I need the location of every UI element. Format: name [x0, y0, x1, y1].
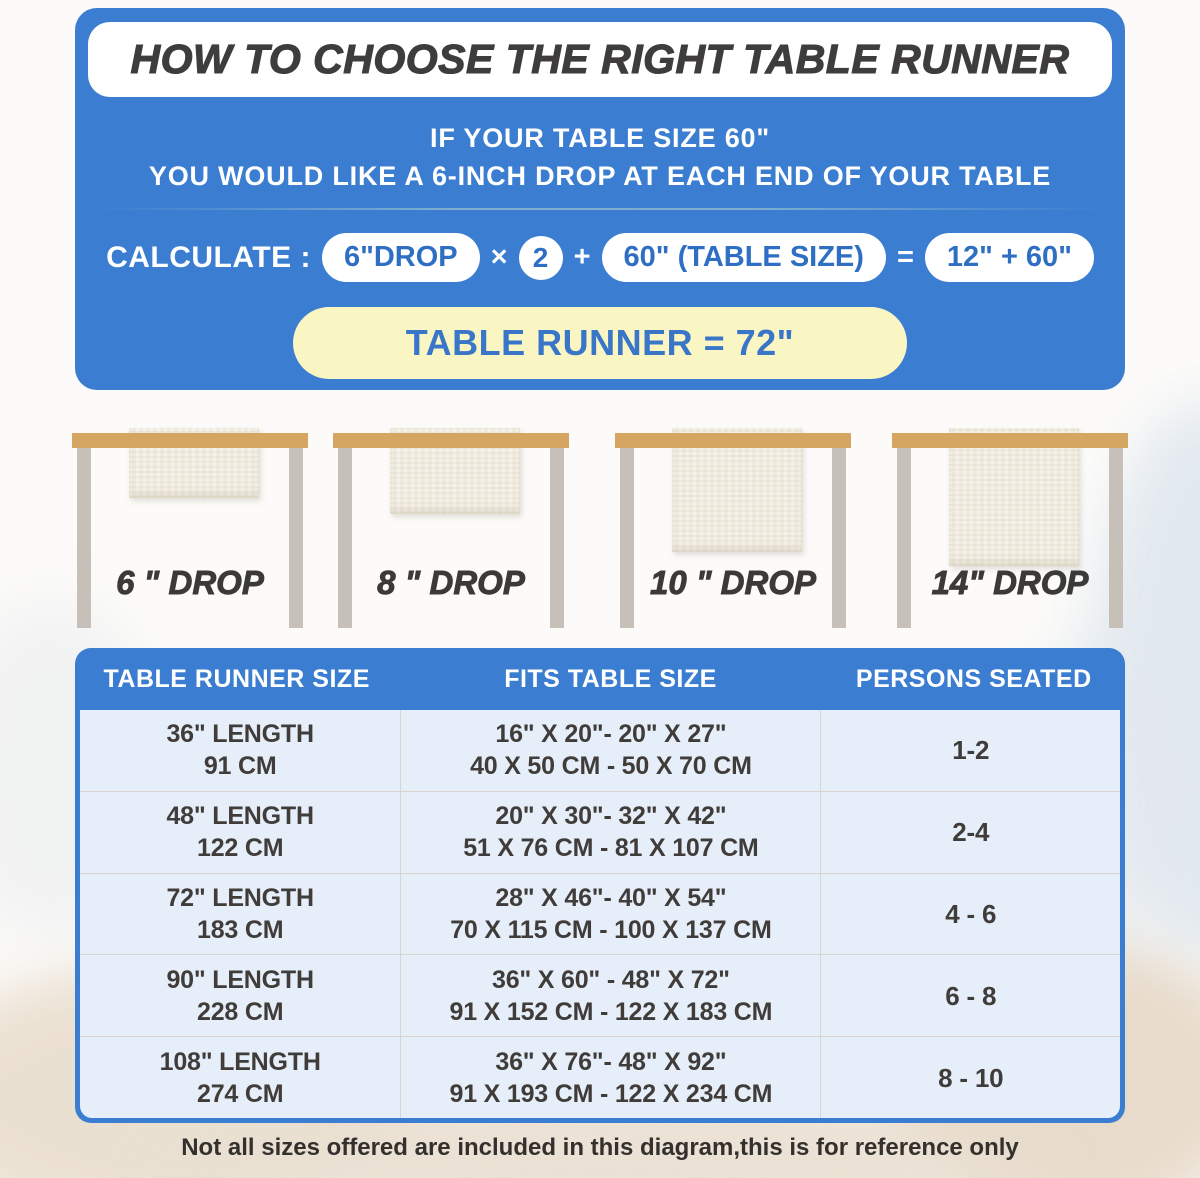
divider-line [93, 208, 1107, 210]
table-runner-illustration [949, 428, 1079, 566]
tabletop-illustration [72, 433, 308, 448]
persons-cell: 1-2 [820, 710, 1120, 791]
drop-example-figure [892, 428, 1128, 638]
fits-table-cell: 16" X 20"- 20" X 27" 40 X 50 CM - 50 X 70 CM [400, 710, 820, 791]
tabletop-illustration [892, 433, 1128, 448]
footer-disclaimer: Not all sizes offered are included in this diagram,this is for reference only [181, 1134, 1019, 1161]
tabletop-illustration [333, 433, 569, 448]
tabletop-illustration [615, 433, 851, 448]
runner-size-cell: 90" LENGTH 228 CM [166, 965, 314, 1026]
multiplier-circle: 2 [519, 236, 563, 280]
fits-table-cell: 36" X 60" - 48" X 72" 91 X 152 CM - 122 X 183 CM [400, 955, 820, 1036]
drop-label: 14" DROP [931, 564, 1089, 601]
drop-label: 10 " DROP [649, 564, 817, 601]
drop-value-pill: 6"DROP [322, 233, 480, 282]
drop-example-figure [615, 428, 851, 638]
title-banner [88, 22, 1112, 97]
sum-pill: 12" + 60" [925, 233, 1094, 282]
page-title: HOW TO CHOOSE THE RIGHT TABLE RUNNER [130, 36, 1070, 82]
instruction-panel [75, 8, 1125, 390]
runner-size-cell: 36" LENGTH 91 CM [166, 720, 314, 781]
calculation-formula [75, 233, 1125, 282]
drop-example-figure [72, 428, 308, 638]
drop-label: 6 " DROP [116, 564, 264, 601]
persons-cell: 4 - 6 [820, 874, 1120, 955]
multiply-sign: × [490, 241, 508, 273]
subtitle-line-1: IF YOUR TABLE SIZE 60" [430, 123, 770, 153]
column-header-runner-size: TABLE RUNNER SIZE [103, 664, 370, 693]
fits-table-cell: 20" X 30"- 32" X 42" 51 X 76 CM - 81 X 107 CM [400, 792, 820, 873]
size-reference-table [75, 648, 1125, 1123]
size-table-body [80, 710, 1120, 1118]
calculate-label: CALCULATE : [106, 240, 311, 274]
persons-cell: 8 - 10 [820, 1037, 1120, 1118]
subtitle [75, 119, 1125, 195]
column-header-fits-table: FITS TABLE SIZE [504, 664, 717, 693]
equals-sign: = [896, 241, 914, 273]
runner-size-cell: 72" LENGTH 183 CM [166, 883, 314, 944]
runner-size-cell: 48" LENGTH 122 CM [166, 802, 314, 863]
runner-size-cell: 108" LENGTH 274 CM [159, 1047, 321, 1108]
size-table-header [75, 648, 1125, 710]
table-row [80, 1036, 1120, 1118]
fits-table-cell: 36" X 76"- 48" X 92" 91 X 193 CM - 122 X 234 CM [400, 1037, 820, 1118]
table-row [80, 791, 1120, 873]
fits-table-cell: 28" X 46"- 40" X 54" 70 X 115 CM - 100 X 137 CM [400, 874, 820, 955]
table-row [80, 873, 1120, 955]
table-row [80, 954, 1120, 1036]
table-size-pill: 60" (TABLE SIZE) [602, 233, 886, 282]
result-pill: TABLE RUNNER = 72" [293, 307, 907, 379]
table-row [80, 710, 1120, 791]
drop-examples-strip [0, 428, 1200, 643]
persons-cell: 6 - 8 [820, 955, 1120, 1036]
subtitle-line-2: YOU WOULD LIKE A 6-INCH DROP AT EACH END OF YOUR TABLE [148, 161, 1052, 191]
persons-cell: 2-4 [820, 792, 1120, 873]
column-header-persons: PERSONS SEATED [855, 664, 1092, 693]
drop-label: 8 " DROP [377, 564, 525, 601]
drop-example-figure [333, 428, 569, 638]
plus-sign: + [573, 241, 591, 273]
